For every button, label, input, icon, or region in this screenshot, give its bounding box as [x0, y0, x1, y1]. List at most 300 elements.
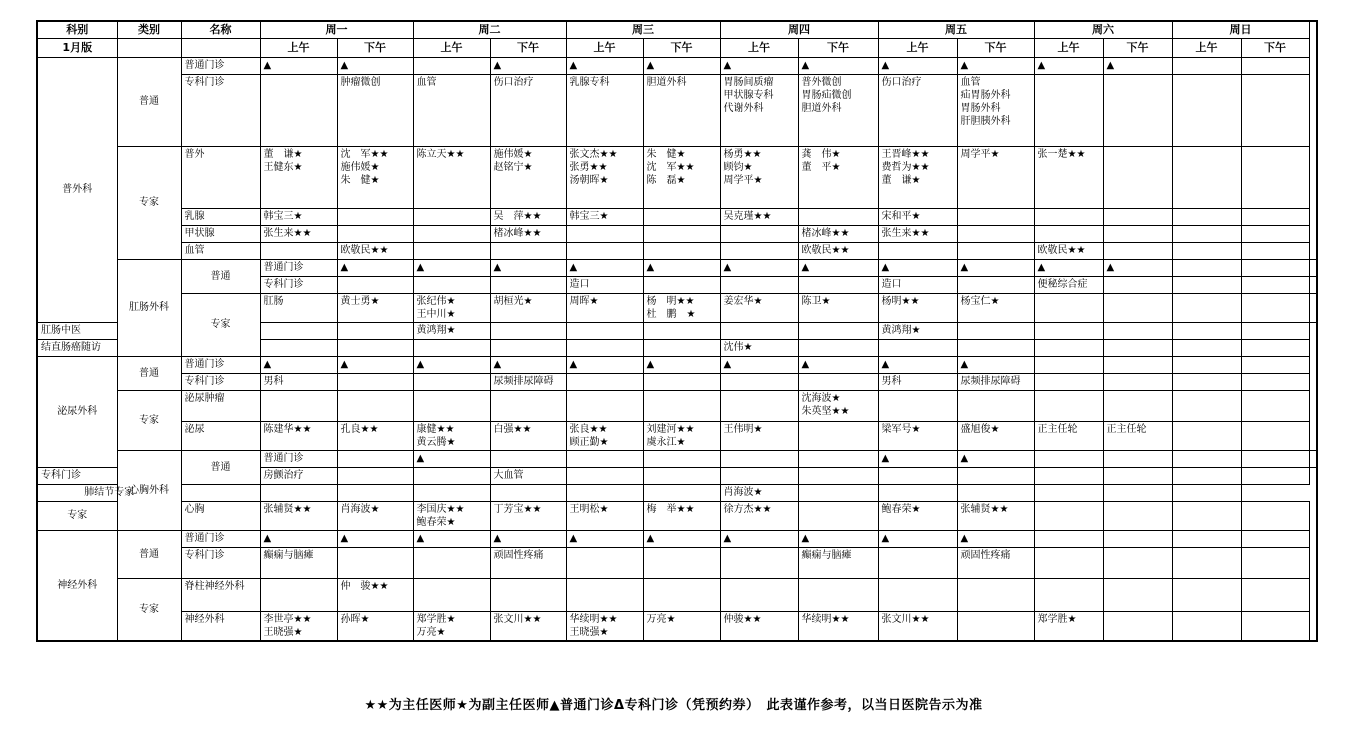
schedule-cell — [643, 293, 720, 322]
schedule-cell — [1034, 208, 1103, 225]
schedule-cell — [878, 484, 957, 501]
clinic-name-cell: 乳腺 — [181, 208, 260, 225]
schedule-cell — [566, 339, 643, 356]
schedule-cell — [566, 373, 643, 390]
schedule-cell — [720, 293, 798, 322]
schedule-cell — [490, 467, 566, 484]
schedule-cell — [643, 276, 720, 293]
schedule-cell — [1172, 547, 1241, 578]
schedule-cell — [1241, 242, 1309, 259]
doctor-entry: 鲍春荣★ — [416, 516, 456, 528]
schedule-body — [37, 57, 1317, 641]
header-saturday: 周六 — [1034, 21, 1172, 38]
schedule-cell — [1241, 276, 1309, 293]
schedule-cell — [643, 74, 720, 146]
schedule-cell — [1241, 356, 1309, 373]
doctor-entry: 汤朝晖★ — [569, 174, 609, 186]
general-clinic-marker: ▲ — [960, 358, 969, 370]
header-department: 科别 — [37, 21, 117, 38]
doctor-entry: 姜宏华★ — [723, 295, 763, 307]
schedule-cell — [798, 208, 878, 225]
doctor-entry: 大血管 — [493, 469, 524, 481]
schedule-cell — [1241, 611, 1309, 641]
schedule-cell — [337, 547, 413, 578]
doctor-entry: 梁军号★ — [881, 423, 921, 435]
schedule-cell — [566, 146, 643, 208]
schedule-cell — [1034, 322, 1103, 339]
schedule-cell — [413, 501, 490, 530]
schedule-cell — [643, 57, 720, 74]
schedule-cell — [413, 242, 490, 259]
doctor-entry: 赵铭宁★ — [493, 161, 533, 173]
schedule-cell — [1172, 208, 1241, 225]
doctor-entry: 血管 — [960, 76, 981, 88]
schedule-cell — [566, 242, 643, 259]
schedule-cell — [337, 611, 413, 641]
doctor-entry: 施伟媛★ — [340, 161, 380, 173]
schedule-cell — [337, 276, 413, 293]
schedule-cell — [260, 467, 337, 484]
schedule-cell — [490, 57, 566, 74]
table-row — [37, 484, 1317, 501]
general-clinic-marker: ▲ — [1106, 261, 1115, 273]
general-clinic-marker: ▲ — [340, 59, 349, 71]
header-half: 下午 — [1241, 38, 1309, 57]
schedule-cell — [643, 339, 720, 356]
doctor-entry: 楮冰峰★★ — [801, 227, 850, 239]
schedule-cell — [720, 242, 798, 259]
schedule-cell — [720, 547, 798, 578]
schedule-cell — [413, 484, 490, 501]
doctor-entry: 普外微创 — [801, 76, 842, 88]
clinic-name-cell: 心胸 — [181, 501, 260, 530]
general-clinic-marker: ▲ — [960, 261, 969, 273]
doctor-entry: 王晓强★ — [263, 626, 303, 638]
schedule-cell — [1034, 484, 1103, 501]
doctor-entry: 韩宝三★ — [569, 210, 609, 222]
schedule-cell — [337, 578, 413, 611]
department-cell: 普外科 — [37, 57, 117, 322]
doctor-entry: 黄鸿翔★ — [416, 324, 456, 336]
schedule-cell — [798, 276, 878, 293]
header-half: 上午 — [566, 38, 643, 57]
schedule-cell — [337, 390, 413, 421]
schedule-cell — [1103, 276, 1172, 293]
general-clinic-marker: ▲ — [263, 532, 272, 544]
schedule-cell — [878, 467, 957, 484]
schedule-cell — [878, 74, 957, 146]
schedule-cell — [490, 74, 566, 146]
doctor-entry: 刘建河★★ — [646, 423, 695, 435]
schedule-cell — [798, 57, 878, 74]
schedule-cell — [878, 146, 957, 208]
schedule-cell — [720, 450, 798, 467]
schedule-cell — [1172, 322, 1241, 339]
doctor-entry: 造口 — [881, 278, 902, 290]
doctor-entry: 吴 萍★★ — [493, 210, 542, 222]
schedule-cell — [566, 530, 643, 547]
category-cell: 普通 — [117, 356, 181, 390]
schedule-cell — [878, 259, 957, 276]
schedule-cell — [1034, 356, 1103, 373]
general-clinic-marker: ▲ — [493, 532, 502, 544]
schedule-cell — [798, 339, 878, 356]
schedule-cell — [260, 356, 337, 373]
schedule-cell — [878, 208, 957, 225]
schedule-cell — [878, 578, 957, 611]
schedule-cell — [337, 293, 413, 322]
doctor-entry: 正主任轮 — [1037, 423, 1078, 435]
clinic-name-cell: 专科门诊 — [37, 467, 117, 484]
doctor-entry: 疝胃肠外科 — [960, 89, 1011, 101]
schedule-cell — [337, 146, 413, 208]
schedule-cell — [1103, 450, 1172, 467]
general-clinic-marker: ▲ — [723, 532, 732, 544]
doctor-entry: 尿频排尿障碍 — [493, 375, 554, 387]
schedule-cell — [260, 74, 337, 146]
schedule-cell — [798, 356, 878, 373]
doctor-entry: 宋和平★ — [881, 210, 921, 222]
doctor-entry: 虞永江★ — [646, 436, 686, 448]
doctor-entry: 陈 磊★ — [646, 174, 686, 186]
general-clinic-marker: ▲ — [646, 358, 655, 370]
schedule-cell — [337, 484, 413, 501]
schedule-cell — [957, 484, 1034, 501]
schedule-cell — [413, 578, 490, 611]
doctor-entry: 正主任轮 — [1106, 423, 1147, 435]
doctor-entry: 甲状腺专科 — [723, 89, 774, 101]
doctor-entry: 张辅贤★★ — [960, 503, 1009, 515]
schedule-cell — [957, 578, 1034, 611]
category-cell: 专家 — [117, 146, 181, 259]
doctor-entry: 房颤治疗 — [263, 469, 304, 481]
general-clinic-marker: ▲ — [881, 532, 890, 544]
doctor-entry: 王明松★ — [569, 503, 609, 515]
department-cell: 心胸外科 — [117, 450, 181, 530]
schedule-cell — [720, 530, 798, 547]
schedule-cell — [798, 611, 878, 641]
general-clinic-marker: ▲ — [646, 59, 655, 71]
doctor-entry: 王中川★ — [416, 308, 456, 320]
schedule-cell — [1103, 146, 1172, 208]
department-cell: 泌尿外科 — [37, 356, 117, 467]
doctor-entry: 沈伟★ — [723, 341, 753, 353]
schedule-cell — [1103, 356, 1172, 373]
schedule-cell — [643, 146, 720, 208]
schedule-cell — [720, 578, 798, 611]
schedule-cell — [1172, 74, 1241, 146]
doctor-entry: 顾钧★ — [723, 161, 753, 173]
schedule-cell — [1103, 259, 1172, 276]
schedule-cell — [566, 208, 643, 225]
schedule-cell — [878, 373, 957, 390]
header-half: 上午 — [413, 38, 490, 57]
clinic-name-cell: 神经外科 — [181, 611, 260, 641]
schedule-cell — [957, 74, 1034, 146]
schedule-cell — [413, 547, 490, 578]
category-cell: 专家 — [117, 390, 181, 450]
schedule-cell — [1103, 467, 1172, 484]
schedule-cell — [1103, 611, 1172, 641]
schedule-cell — [1172, 578, 1241, 611]
doctor-entry: 王伟明★ — [723, 423, 763, 435]
doctor-entry: 尿频排尿障碍 — [960, 375, 1021, 387]
schedule-cell — [798, 578, 878, 611]
schedule-cell — [957, 547, 1034, 578]
schedule-cell — [1103, 225, 1172, 242]
schedule-cell — [413, 530, 490, 547]
doctor-entry: 胃肠疝微创 — [801, 89, 852, 101]
doctor-entry: 朱英坚★★ — [801, 405, 850, 417]
schedule-cell — [878, 293, 957, 322]
schedule-cell — [957, 611, 1034, 641]
schedule-cell — [260, 57, 337, 74]
schedule-cell — [337, 467, 413, 484]
schedule-cell — [413, 611, 490, 641]
schedule-cell — [878, 501, 957, 530]
schedule-cell — [1103, 484, 1172, 501]
doctor-entry: 张文川★★ — [493, 613, 542, 625]
schedule-cell — [1241, 322, 1309, 339]
general-clinic-marker: ▲ — [881, 59, 890, 71]
doctor-entry: 癫痫与脑瘫 — [801, 549, 852, 561]
schedule-cell — [1241, 501, 1309, 530]
schedule-cell — [1241, 390, 1309, 421]
schedule-cell — [1034, 259, 1103, 276]
schedule-cell — [490, 611, 566, 641]
general-clinic-marker: ▲ — [416, 261, 425, 273]
schedule-cell — [490, 530, 566, 547]
doctor-entry: 杨 明★★ — [646, 295, 695, 307]
doctor-entry: 胡桓光★ — [493, 295, 533, 307]
schedule-cell — [1034, 242, 1103, 259]
header-version: 1月版 — [37, 38, 117, 57]
schedule-cell — [643, 390, 720, 421]
schedule-cell — [1172, 421, 1241, 450]
schedule-cell — [798, 501, 878, 530]
schedule-cell — [643, 547, 720, 578]
schedule-cell — [490, 208, 566, 225]
schedule-cell — [720, 611, 798, 641]
schedule-cell — [1172, 484, 1241, 501]
header-half: 下午 — [643, 38, 720, 57]
schedule-cell — [1034, 611, 1103, 641]
schedule-cell — [413, 450, 490, 467]
schedule-cell — [798, 484, 878, 501]
schedule-cell — [643, 322, 720, 339]
schedule-cell — [1034, 501, 1103, 530]
clinic-name-cell: 结直肠癌随访 — [37, 339, 117, 356]
schedule-cell — [490, 225, 566, 242]
schedule-cell — [957, 339, 1034, 356]
schedule-cell — [957, 57, 1034, 74]
general-clinic-marker: ▲ — [646, 261, 655, 273]
doctor-entry: 周学平★ — [960, 148, 1000, 160]
schedule-cell — [1034, 276, 1103, 293]
doctor-entry: 施伟媛★ — [493, 148, 533, 160]
schedule-cell — [957, 373, 1034, 390]
general-clinic-marker: ▲ — [493, 261, 502, 273]
schedule-cell — [643, 208, 720, 225]
schedule-cell — [566, 501, 643, 530]
doctor-entry: 王健东★ — [263, 161, 303, 173]
schedule-cell — [798, 547, 878, 578]
header-half: 下午 — [957, 38, 1034, 57]
table-row — [37, 242, 1317, 259]
header-blank — [117, 38, 181, 57]
table-row — [37, 208, 1317, 225]
table-row — [37, 356, 1317, 373]
schedule-cell — [1034, 390, 1103, 421]
schedule-cell — [413, 467, 490, 484]
schedule-cell — [957, 356, 1034, 373]
general-clinic-marker: ▲ — [801, 59, 810, 71]
schedule-cell — [957, 421, 1034, 450]
schedule-cell — [1172, 467, 1241, 484]
schedule-cell — [798, 390, 878, 421]
doctor-entry: 董 谦★ — [263, 148, 303, 160]
doctor-entry: 胃肠间质瘤 — [723, 76, 774, 88]
doctor-entry: 张纪伟★ — [416, 295, 456, 307]
schedule-cell — [1309, 450, 1317, 467]
doctor-entry: 郑学胜★ — [1037, 613, 1077, 625]
doctor-entry: 龚 伟★ — [801, 148, 841, 160]
general-clinic-marker: ▲ — [569, 261, 578, 273]
doctor-entry: 李国庆★★ — [416, 503, 465, 515]
schedule-cell — [337, 74, 413, 146]
header-thursday: 周四 — [720, 21, 878, 38]
schedule-cell — [643, 225, 720, 242]
schedule-cell — [1172, 373, 1241, 390]
doctor-entry: 欧敬民★★ — [1037, 244, 1086, 256]
schedule-cell — [957, 530, 1034, 547]
table-row — [37, 501, 1317, 530]
schedule-cell — [957, 450, 1034, 467]
schedule-cell — [798, 421, 878, 450]
schedule-cell — [413, 421, 490, 450]
schedule-cell — [878, 322, 957, 339]
schedule-cell — [878, 421, 957, 450]
schedule-cell — [1034, 74, 1103, 146]
doctor-entry: 鲍春荣★ — [881, 503, 921, 515]
doctor-entry: 男科 — [881, 375, 902, 387]
table-row — [37, 421, 1317, 450]
schedule-cell — [260, 339, 337, 356]
doctor-entry: 欧敬民★★ — [340, 244, 389, 256]
general-clinic-marker: ▲ — [960, 532, 969, 544]
table-row — [37, 450, 1317, 467]
doctor-entry: 陈立天★★ — [416, 148, 465, 160]
schedule-cell — [798, 450, 878, 467]
table-row — [37, 373, 1317, 390]
header-half: 下午 — [490, 38, 566, 57]
schedule-cell — [1241, 578, 1309, 611]
doctor-entry: 张文川★★ — [881, 613, 930, 625]
schedule-cell — [1172, 242, 1241, 259]
doctor-entry: 周学平★ — [723, 174, 763, 186]
schedule-cell — [1103, 421, 1172, 450]
schedule-cell — [1034, 421, 1103, 450]
header-category: 类别 — [117, 21, 181, 38]
schedule-cell — [490, 501, 566, 530]
general-clinic-marker: ▲ — [723, 358, 732, 370]
clinic-name-cell: 专科门诊 — [181, 373, 260, 390]
schedule-cell — [798, 74, 878, 146]
general-clinic-marker: ▲ — [263, 358, 272, 370]
schedule-cell — [878, 547, 957, 578]
doctor-entry: 顽固性疼痛 — [493, 549, 544, 561]
general-clinic-marker: ▲ — [723, 59, 732, 71]
clinic-name-cell: 普通门诊 — [260, 450, 337, 467]
header-half: 下午 — [798, 38, 878, 57]
schedule-cell — [878, 225, 957, 242]
schedule-cell — [1034, 547, 1103, 578]
schedule-cell — [957, 501, 1034, 530]
schedule-cell — [1103, 530, 1172, 547]
doctor-entry: 黄云腾★ — [416, 436, 456, 448]
schedule-cell — [798, 293, 878, 322]
doctor-entry: 造口 — [569, 278, 590, 290]
schedule-cell — [643, 450, 720, 467]
table-row — [37, 225, 1317, 242]
schedule-cell — [1103, 293, 1172, 322]
table-row — [37, 293, 1317, 322]
general-clinic-marker: ▲ — [881, 452, 890, 464]
table-row — [37, 530, 1317, 547]
schedule-cell — [1172, 259, 1241, 276]
schedule-cell — [1034, 339, 1103, 356]
doctor-entry: 胆道外科 — [646, 76, 687, 88]
schedule-cell — [643, 467, 720, 484]
schedule-cell — [643, 501, 720, 530]
schedule-cell — [1241, 57, 1309, 74]
schedule-cell — [1172, 501, 1241, 530]
schedule-cell — [720, 339, 798, 356]
schedule-cell — [490, 146, 566, 208]
category-cell: 专家 — [117, 578, 181, 641]
doctor-entry: 肖海波★ — [340, 503, 380, 515]
schedule-cell — [490, 259, 566, 276]
schedule-cell — [490, 242, 566, 259]
clinic-name-cell: 专科门诊 — [181, 74, 260, 146]
schedule-cell — [1103, 242, 1172, 259]
clinic-name-cell: 肛肠中医 — [37, 322, 117, 339]
header-tuesday: 周二 — [413, 21, 566, 38]
table-row — [37, 547, 1317, 578]
schedule-cell — [490, 421, 566, 450]
department-cell: 肛肠外科 — [117, 259, 181, 356]
doctor-entry: 顾正勤★ — [569, 436, 609, 448]
schedule-cell — [1241, 530, 1309, 547]
schedule-cell — [413, 390, 490, 421]
schedule-cell — [490, 276, 566, 293]
schedule-cell — [490, 450, 566, 467]
schedule-cell — [720, 276, 798, 293]
schedule-cell — [490, 322, 566, 339]
general-clinic-marker: ▲ — [1106, 59, 1115, 71]
doctor-entry: 韩宝三★ — [263, 210, 303, 222]
schedule-cell — [1241, 208, 1309, 225]
schedule-cell — [413, 146, 490, 208]
doctor-entry: 张辅贤★★ — [263, 503, 312, 515]
schedule-cell — [566, 578, 643, 611]
schedule-cell — [1103, 322, 1172, 339]
header-wednesday: 周三 — [566, 21, 720, 38]
schedule-cell — [1103, 339, 1172, 356]
schedule-cell — [957, 276, 1034, 293]
doctor-entry: 沈海波★ — [801, 392, 841, 404]
doctor-entry: 血管 — [416, 76, 437, 88]
